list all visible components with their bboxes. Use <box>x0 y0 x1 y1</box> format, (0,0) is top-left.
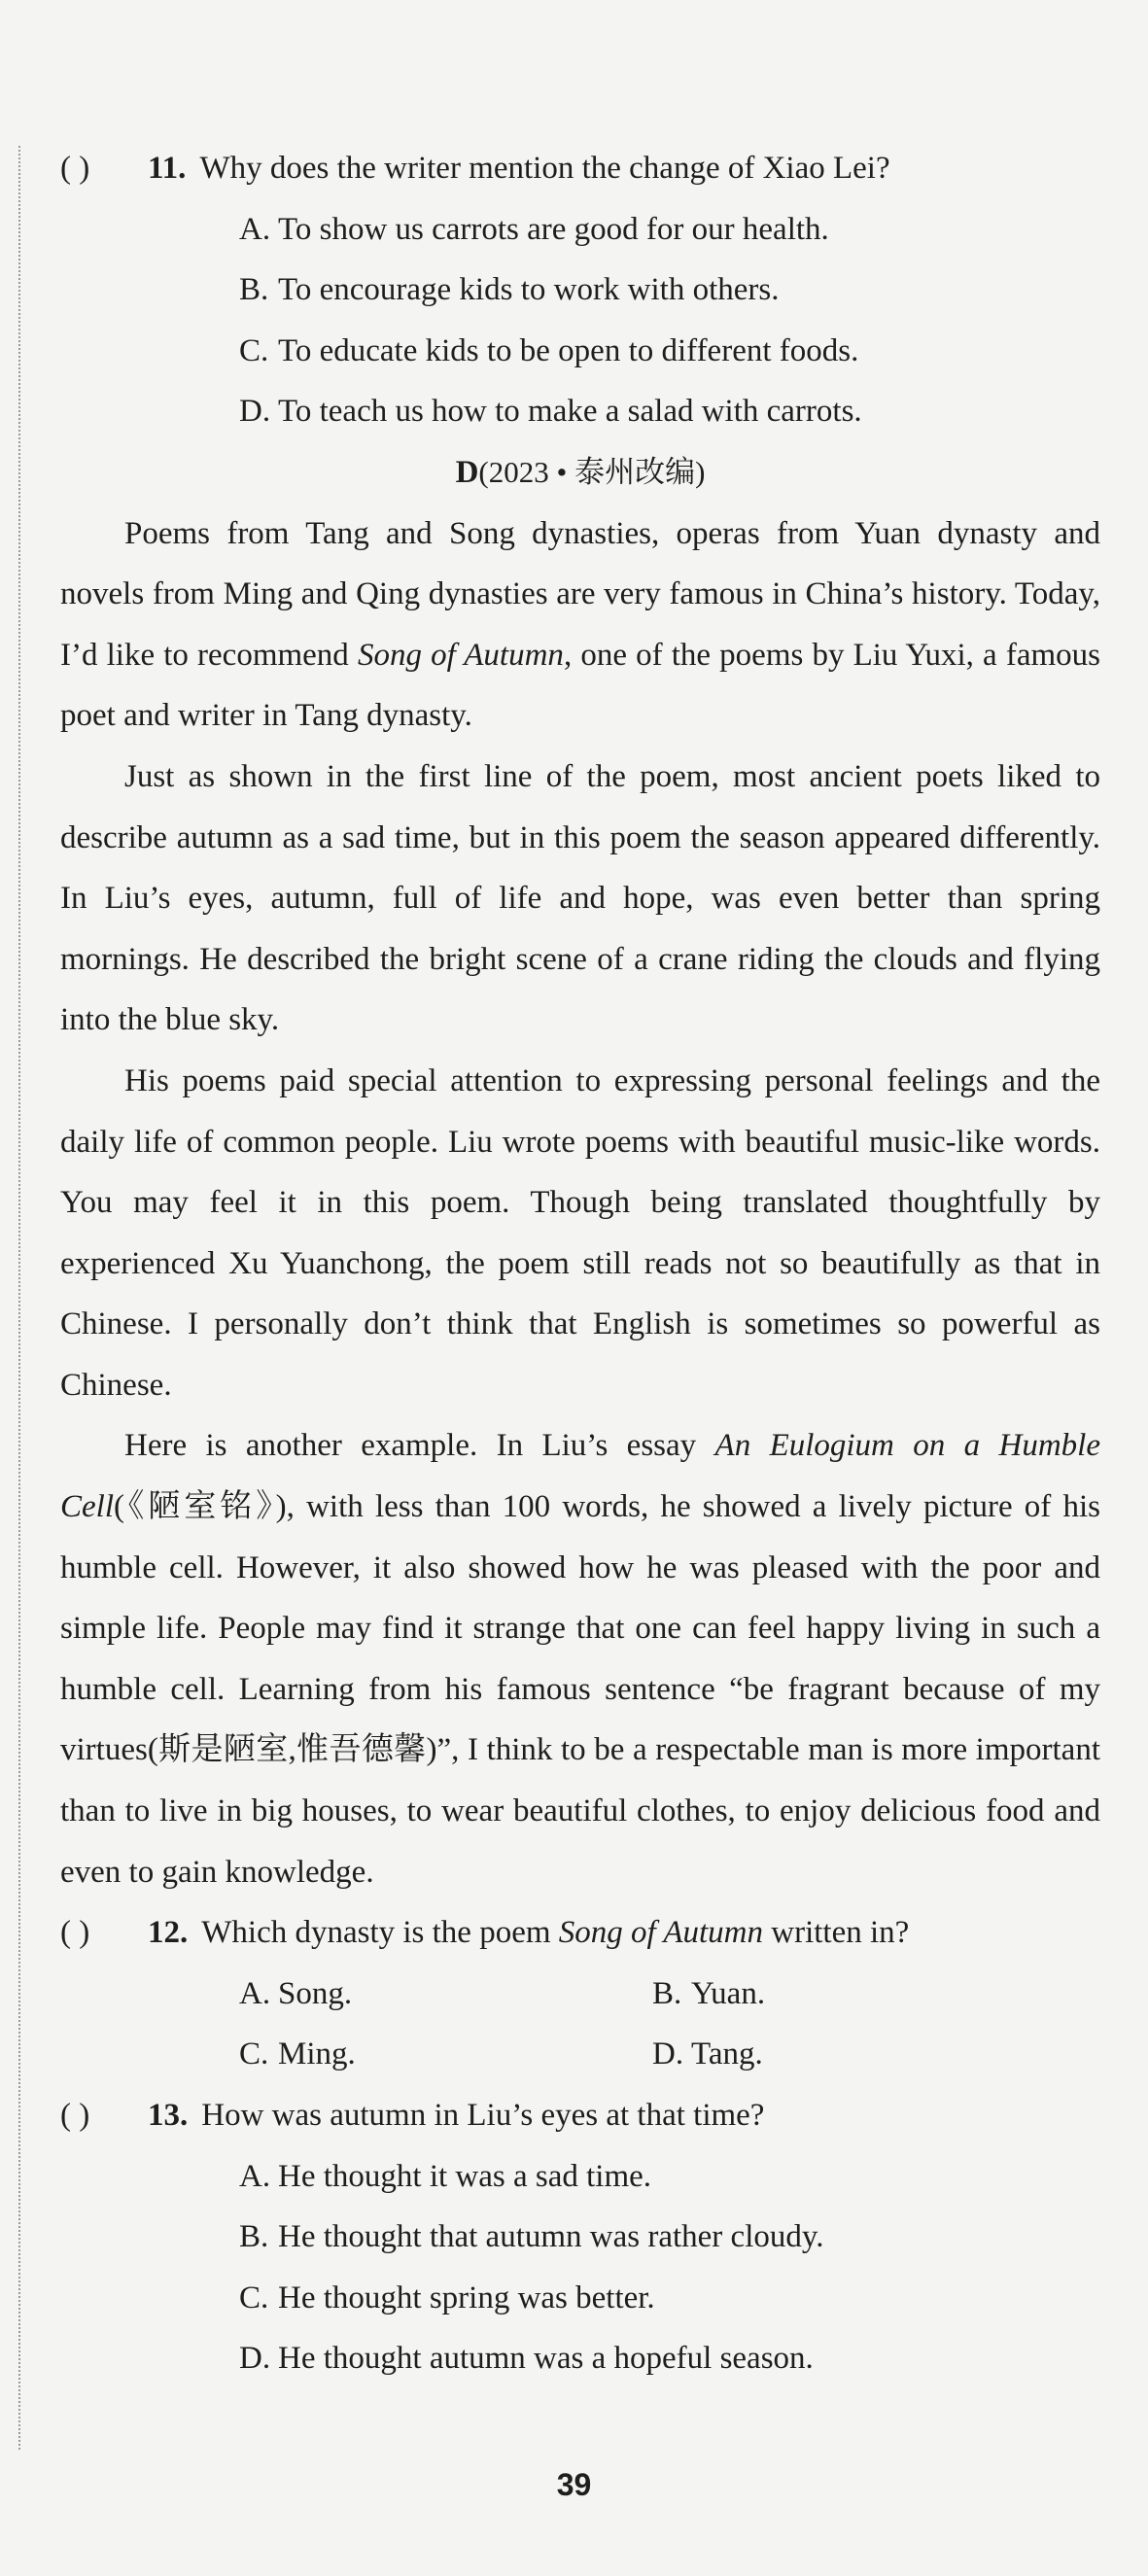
passage-paragraph-1 <box>60 504 1100 747</box>
question-number: 11. <box>148 151 187 186</box>
paragraph-text: Poems from Tang and Song dynasties, operas from Yuan dynasty and novels from Ming and Qing dynasties are very famous in China’s history. Today, I’d like to recommend <box>60 515 1100 673</box>
option-c <box>60 2268 1100 2329</box>
question-13 <box>60 2085 1100 2146</box>
passage-paragraph-4 <box>60 1415 1100 1902</box>
poem-title: Song of Autumn <box>357 637 564 673</box>
options-row-2 <box>60 2024 1100 2085</box>
question-11 <box>60 138 1100 199</box>
option-c <box>239 2024 652 2085</box>
option-a <box>239 1964 652 2025</box>
option-text: To educate kids to be open to different foods. <box>278 332 859 368</box>
option-text: Song. <box>278 1975 353 2011</box>
option-letter: A. <box>239 211 271 247</box>
option-text: To teach us how to make a salad with carrots. <box>278 394 862 430</box>
page-number: 39 <box>556 2467 592 2502</box>
option-text: He thought spring was better. <box>278 2280 655 2315</box>
paragraph-text: , one of the poems by Liu Yuxi, a famous poet and writer in Tang dynasty. <box>60 637 1100 734</box>
option-b <box>652 1964 1065 2025</box>
option-text: He thought that autumn was rather cloudy. <box>278 2219 824 2255</box>
question-number: 12. <box>148 1915 189 1951</box>
option-text: To encourage kids to work with others. <box>278 272 780 308</box>
option-letter: C. <box>239 2280 269 2315</box>
answer-blank: ( ) <box>60 2098 90 2133</box>
section-source: (2023 • 泰州改编) <box>478 454 706 489</box>
option-letter: C. <box>239 332 269 368</box>
binding-margin-line <box>18 146 20 2450</box>
option-text: He thought autumn was a hopeful season. <box>278 2341 814 2377</box>
option-a <box>60 199 1100 261</box>
option-d <box>60 2328 1100 2389</box>
option-letter: C. <box>239 2036 269 2072</box>
option-letter: B. <box>239 2219 269 2255</box>
option-b <box>60 2207 1100 2268</box>
question-text: Which dynasty is the poem <box>201 1915 559 1951</box>
option-letter: B. <box>652 1975 682 2011</box>
option-text: Ming. <box>278 2036 356 2072</box>
section-heading <box>60 442 1100 504</box>
poem-title: Song of Autumn <box>558 1915 763 1951</box>
option-letter: D. <box>239 394 271 430</box>
option-text: He thought it was a sad time. <box>278 2158 652 2194</box>
option-text: Tang. <box>691 2036 763 2072</box>
question-text: Why does the writer mention the change of Xiao Lei? <box>199 151 890 186</box>
question-text: How was autumn in Liu’s eyes at that time? <box>201 2098 765 2133</box>
option-letter: B. <box>239 272 269 308</box>
option-letter: A. <box>239 1975 271 2011</box>
question-number: 13. <box>148 2098 189 2133</box>
passage-paragraph-2: Just as shown in the first line of the poem, most ancient poets liked to describe autumn as a sad time, but in this poem the season appeared differently. In Liu’s eyes, autumn, full of life and hope, was even better than spring mornings. He described the bright scene of a crane riding the clouds and flying into the blue sky. <box>60 758 1100 1038</box>
answer-blank: ( ) <box>60 151 90 186</box>
passage-paragraph-3: His poems paid special attention to expressing personal feelings and the daily life of common people. Liu wrote poems with beautiful music-like words. You may feel it in this poem. Though being translated thoughtfully by experienced Xu Yuanchong, the poem still reads not so beautifully as that in Chinese. I personally don’t think that English is sometimes so powerful as Chinese. <box>60 1062 1100 1403</box>
option-d <box>60 381 1100 442</box>
paragraph-text: (《陋室铭》), with less than 100 words, he showed a lively picture of his humble cell. However, it also showed how he was pleased with the poor and simple life. People may find it strange that one can feel happy living in such a humble cell. Learning from his famous sentence “be fragrant because of my virtues(斯是陋室,惟吾德馨)”, I think to be a respectable man is more important than to live in big houses, to wear beautiful clothes, to enjoy delicious food and even to gain knowledge. <box>60 1489 1100 1890</box>
option-d <box>652 2024 1065 2085</box>
option-a <box>60 2146 1100 2208</box>
option-c <box>60 321 1100 382</box>
question-12 <box>60 1902 1100 1964</box>
option-letter: A. <box>239 2158 271 2194</box>
option-letter: D. <box>239 2341 271 2377</box>
essay-title: An Eulogium on a Humble Cell <box>60 1428 1100 1525</box>
option-text: To show us carrots are good for our health. <box>278 211 829 247</box>
page-content <box>60 138 1100 2389</box>
answer-blank: ( ) <box>60 1915 90 1951</box>
options-row-1 <box>60 1964 1100 2025</box>
option-text: Yuan. <box>691 1975 766 2011</box>
section-letter: D <box>455 454 479 490</box>
paragraph-text: Here is another example. In Liu’s essay <box>124 1428 715 1464</box>
option-letter: D. <box>652 2036 684 2072</box>
question-text: written in? <box>763 1915 910 1951</box>
option-b <box>60 260 1100 321</box>
